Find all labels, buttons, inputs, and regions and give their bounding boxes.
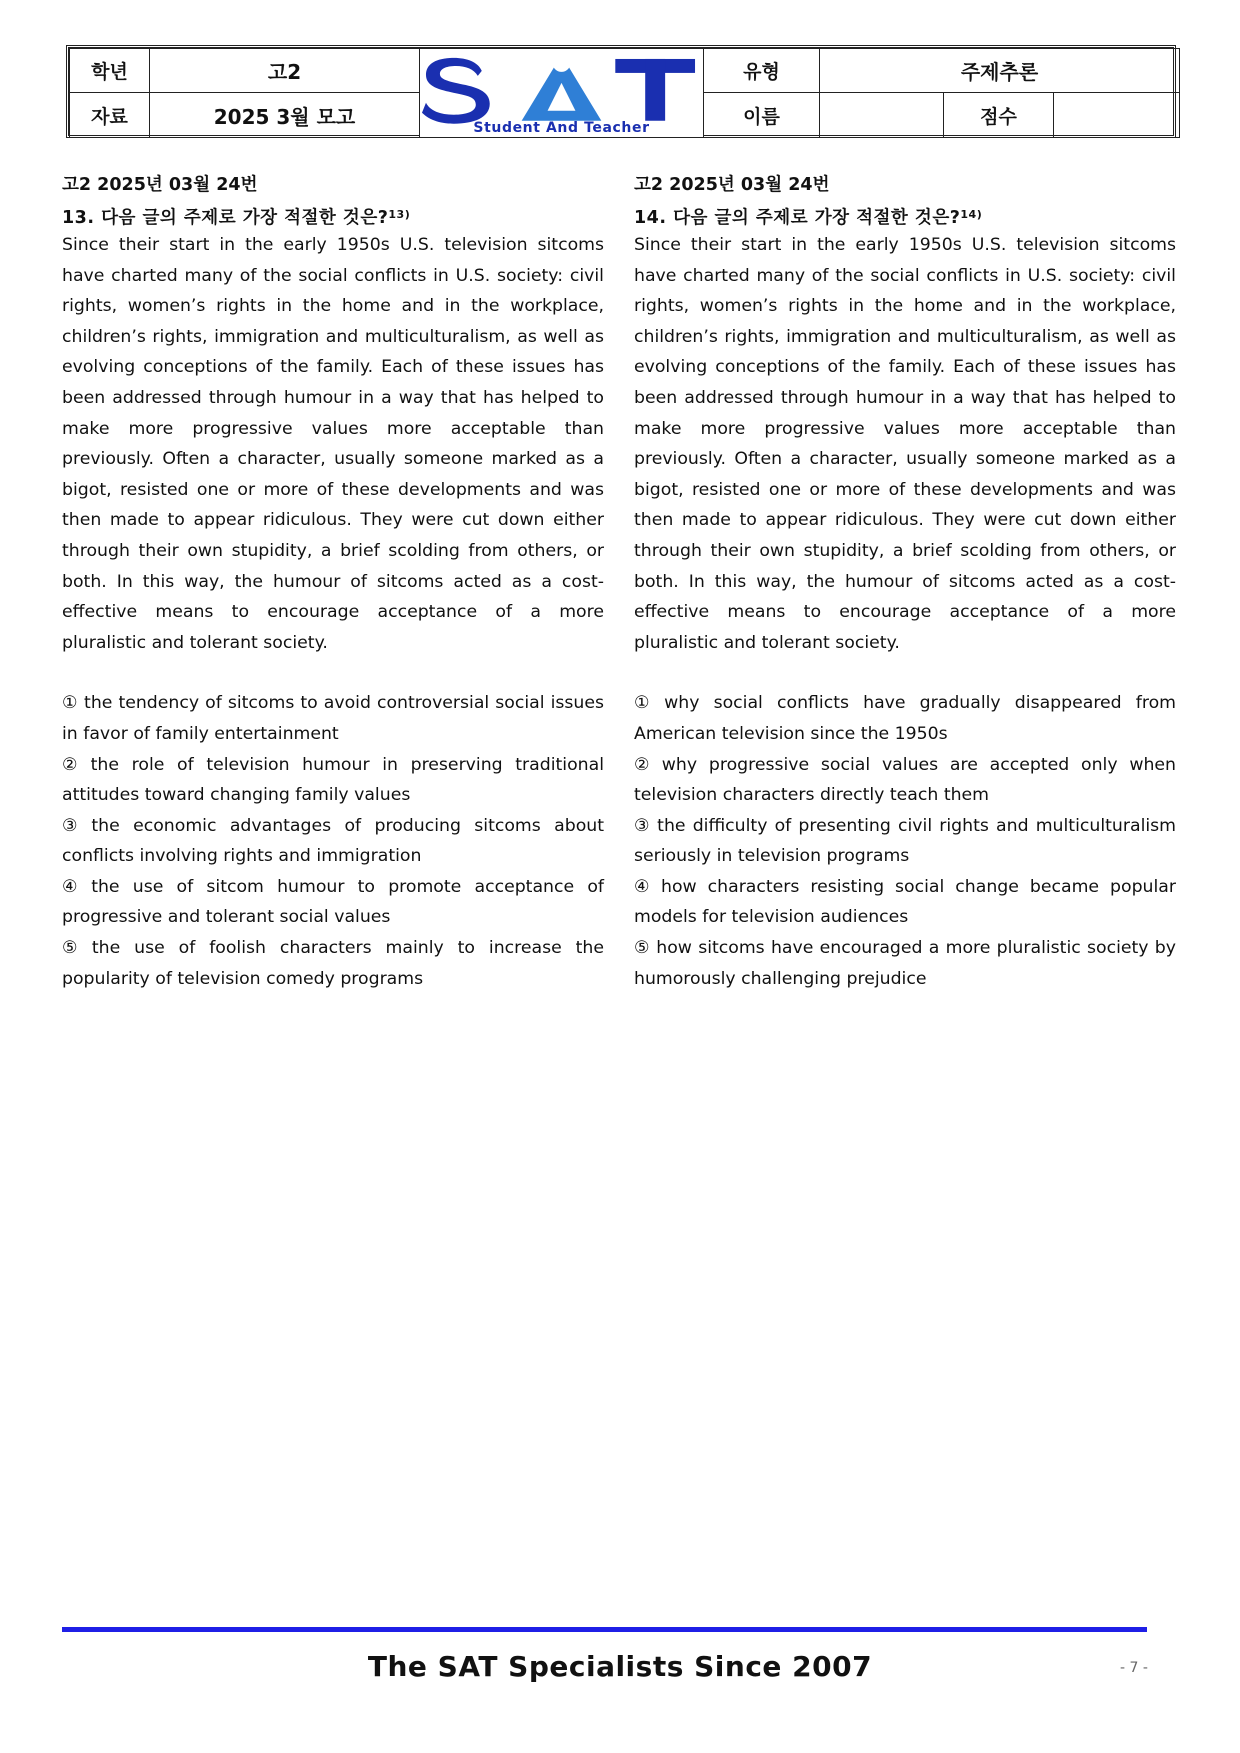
choice-text: the use of foolish characters mainly to increase the popularity of television comedy programs: [62, 938, 604, 989]
choice-text: why progressive social values are accepted only when television characters directly teach them: [634, 754, 1176, 806]
source-label: 자료: [70, 93, 150, 137]
footnote-marker: 14): [960, 208, 983, 221]
type-value: 주제추론: [820, 49, 1180, 93]
grade-label: 학년: [70, 49, 150, 93]
question-prompt: 14. 다음 글의 주제로 가장 적절한 것은?: [634, 208, 961, 228]
grade-value: 고2: [150, 49, 420, 93]
choice-3[interactable]: [634, 811, 1176, 872]
passage-text: Since their start in the early 1950s U.S. television sitcoms have charted many of the social conflicts in U.S. society: civil rights, women’s rights in the home and in the workplace, children’s rights, immigration and multiculturalism, as well as evolving conceptions of the family. Each of these issues has been addressed through humour in a way that has helped to make more progressive values more acceptable than previously. Often a character, usually someone marked as a bigot, resisted one or more of these developments and was then made to appear ridiculous. They were cut down either through their own stupidity, a brief scolding from others, or both. In this way, the humour of sitcoms acted as a cost-effective means to encourage acceptance of a more pluralistic and tolerant society.: [62, 235, 604, 653]
choice-3[interactable]: [62, 811, 604, 872]
choice-text: why social conflicts have gradually disappeared from American television since the 1950s: [634, 693, 1176, 744]
question-title: [634, 200, 1176, 230]
choice-1[interactable]: [634, 688, 1176, 749]
choice-5[interactable]: [62, 933, 604, 994]
page-number: - 7 -: [1120, 1660, 1148, 1676]
choice-number: ⑤: [62, 938, 86, 959]
choice-2[interactable]: [62, 750, 604, 811]
choice-number: ④: [634, 876, 655, 897]
choice-4[interactable]: [62, 872, 604, 933]
name-label: 이름: [704, 93, 820, 137]
question-13: [62, 170, 604, 994]
question-source: 고2 2025년 03월 24번: [62, 175, 258, 195]
footer-slogan: The SAT Specialists Since 2007: [367, 1650, 873, 1683]
score-field[interactable]: [1054, 93, 1180, 137]
choice-number: ③: [634, 815, 652, 836]
worksheet-header: [66, 45, 1176, 138]
choice-number: ①: [62, 693, 79, 714]
question-14: [634, 170, 1176, 994]
header-table: [69, 48, 1180, 138]
choice-text: how characters resisting social change became popular models for television audiences: [634, 876, 1177, 928]
question-source: 고2 2025년 03월 24번: [634, 175, 830, 195]
answer-choices: [62, 688, 604, 994]
passage-text: Since their start in the early 1950s U.S. television sitcoms have charted many of the social conflicts in U.S. society: civil rights, women’s rights in the home and in the workplace, children’s rights, immigration and multiculturalism, as well as evolving conceptions of the family. Each of these issues has been addressed through humour in a way that has helped to make more progressive values more acceptable than previously. Often a character, usually someone marked as a bigot, resisted one or more of these developments and was then made to appear ridiculous. They were cut down either through their own stupidity, a brief scolding from others, or both. In this way, the humour of sitcoms acted as a cost-effective means to encourage acceptance of a more pluralistic and tolerant society.: [634, 235, 1176, 653]
footer-divider: [62, 1627, 1147, 1632]
choice-number: ①: [634, 693, 659, 714]
choice-text: the tendency of sitcoms to avoid controversial social issues in favor of family entertainment: [62, 693, 604, 744]
sat-logo: [420, 49, 703, 137]
name-field[interactable]: [820, 93, 944, 137]
choice-2[interactable]: [634, 750, 1176, 811]
question-prompt: 13. 다음 글의 주제로 가장 적절한 것은?: [62, 208, 389, 228]
choice-4[interactable]: [634, 872, 1176, 933]
score-label: 점수: [944, 93, 1054, 137]
footnote-marker: 13): [388, 208, 411, 221]
choice-text: the difficulty of presenting civil rights and multiculturalism seriously in television programs: [634, 815, 1177, 867]
choice-5[interactable]: [634, 933, 1176, 994]
choice-1[interactable]: [62, 688, 604, 749]
logo-subtext: Student And Teacher: [473, 119, 650, 136]
choice-number: ③: [62, 815, 86, 836]
choice-text: the economic advantages of producing sitcoms about conflicts involving rights and immigration: [62, 815, 604, 867]
choice-text: how sitcoms have encouraged a more pluralistic society by humorously challenging prejudice: [634, 938, 1176, 989]
answer-choices: [634, 688, 1176, 994]
choice-number: ④: [62, 876, 86, 897]
choice-text: the role of television humour in preserving traditional attitudes toward changing family values: [62, 754, 604, 806]
type-label: 유형: [704, 49, 820, 93]
choice-number: ②: [634, 754, 656, 775]
choice-number: ②: [62, 754, 85, 775]
source-value: 2025 3월 모고: [150, 93, 420, 137]
choice-number: ⑤: [634, 938, 651, 959]
question-title: [62, 200, 604, 230]
logo-cell: [420, 49, 704, 138]
choice-text: the use of sitcom humour to promote acceptance of progressive and tolerant social values: [62, 876, 604, 928]
